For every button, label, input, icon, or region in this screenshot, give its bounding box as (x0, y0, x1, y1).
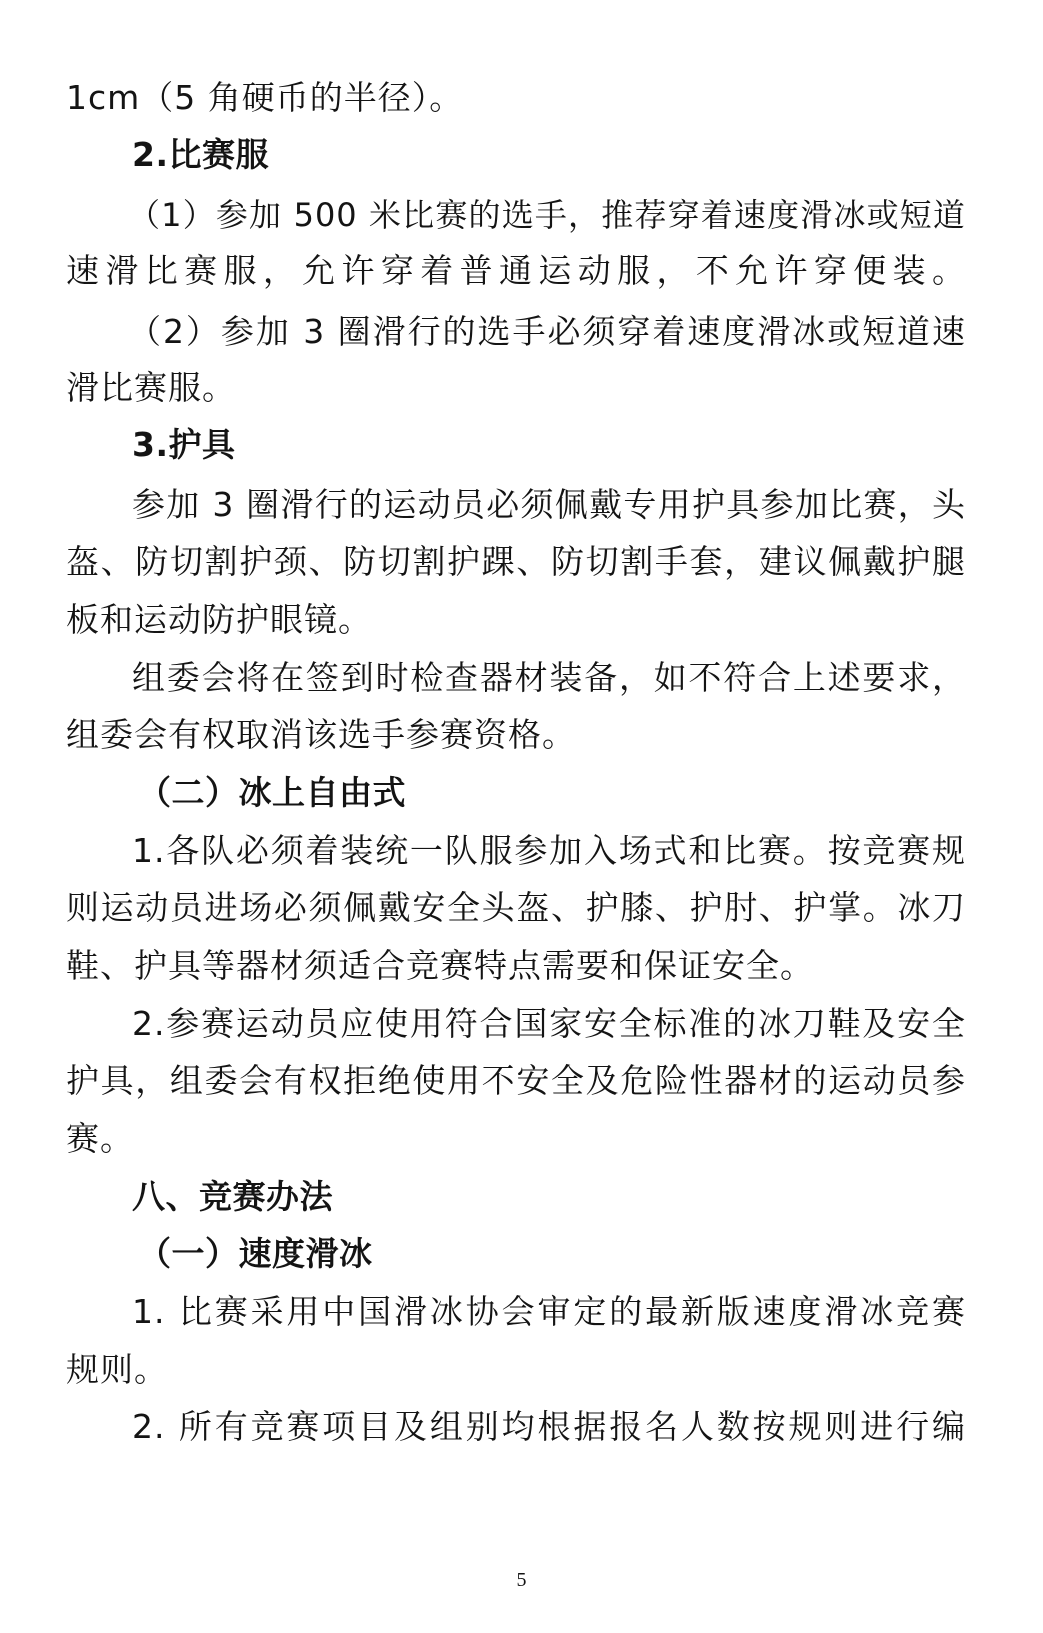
paragraph-line: 则运动员进场必须佩戴安全头盔、护膝、护肘、护掌。冰刀 (66, 888, 966, 927)
section-heading-competition-methods: 八、竞赛办法 (132, 1177, 333, 1216)
paragraph-line: 板和运动防护眼镜。 (66, 600, 372, 639)
paragraph-line: （2）参加 3 圈滑行的选手必须穿着速度滑冰或短道速 (128, 312, 966, 351)
paragraph-line: 鞋、护具等器材须适合竞赛特点需要和保证安全。 (66, 946, 814, 985)
paragraph-line: （1）参加 500 米比赛的选手，推荐穿着速度滑冰或短道 (128, 196, 966, 234)
paragraph-line: 1cm（5 角硬币的半径）。 (66, 78, 464, 117)
section-heading-competition-clothing: 2.比赛服 (132, 135, 269, 174)
paragraph-line: 规则。 (66, 1350, 168, 1389)
paragraph-line: 赛。 (66, 1119, 134, 1158)
paragraph-line: 1.各队必须着装统一队服参加入场式和比赛。按竞赛规 (132, 831, 966, 870)
section-heading-freestyle-on-ice: （二）冰上自由式 (138, 773, 406, 812)
paragraph-line: 参加 3 圈滑行的运动员必须佩戴专用护具参加比赛，头 (132, 485, 966, 524)
paragraph-line: 组委会将在签到时检查器材装备，如不符合上述要求， (132, 658, 966, 697)
section-heading-protective-gear: 3.护具 (132, 425, 236, 464)
paragraph-line: 滑比赛服。 (66, 368, 236, 407)
paragraph-line: 组委会有权取消该选手参赛资格。 (66, 715, 576, 754)
paragraph-line: 2. 所有竞赛项目及组别均根据报名人数按规则进行编 (132, 1407, 966, 1446)
section-heading-speed-skating: （一）速度滑冰 (138, 1234, 373, 1273)
page-number: 5 (516, 1569, 527, 1591)
paragraph-line: 1. 比赛采用中国滑冰协会审定的最新版速度滑冰竞赛 (132, 1292, 966, 1331)
paragraph-line: 2.参赛运动员应使用符合国家安全标准的冰刀鞋及安全 (132, 1004, 966, 1043)
paragraph-line: 盔、防切割护颈、防切割护踝、防切割手套，建议佩戴护腿 (66, 542, 966, 581)
paragraph-line: 速滑比赛服，允许穿着普通运动服，不允许穿便装。 (66, 251, 966, 290)
paragraph-line: 护具，组委会有权拒绝使用不安全及危险性器材的运动员参 (66, 1061, 966, 1100)
